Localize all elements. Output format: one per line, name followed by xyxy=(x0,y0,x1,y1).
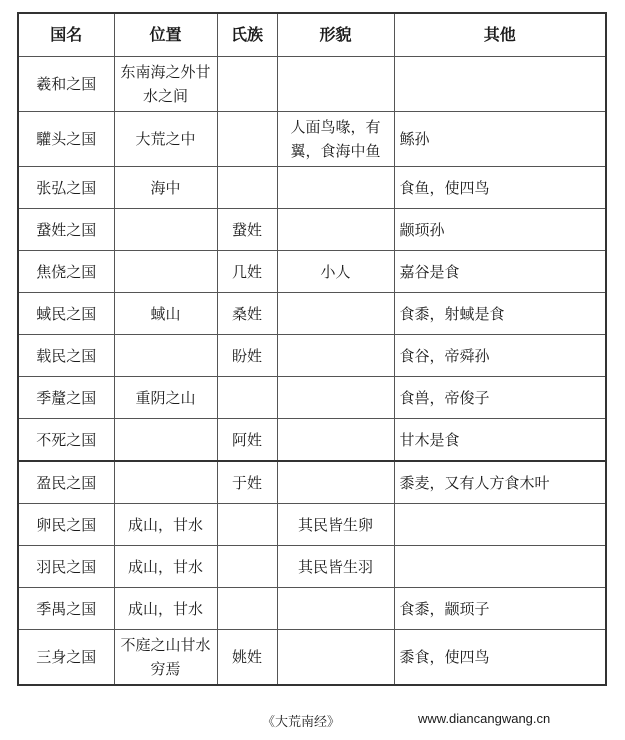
cell-name: 羲和之国 xyxy=(18,57,114,112)
cell-name: 季釐之国 xyxy=(18,377,114,419)
table-row xyxy=(18,209,606,251)
cell-other: 嘉谷是食 xyxy=(394,251,606,293)
cell-other: 鲧孙 xyxy=(394,112,606,167)
table-row xyxy=(18,293,606,335)
cell-appearance xyxy=(277,588,394,630)
cell-other xyxy=(394,57,606,112)
cell-appearance xyxy=(277,335,394,377)
cell-clan: 姚姓 xyxy=(217,630,277,686)
cell-clan: 几姓 xyxy=(217,251,277,293)
cell-appearance xyxy=(277,293,394,335)
cell-appearance: 小人 xyxy=(277,251,394,293)
cell-appearance xyxy=(277,630,394,686)
cell-clan xyxy=(217,167,277,209)
cell-name: 季禺之国 xyxy=(18,588,114,630)
cell-location: 海中 xyxy=(114,167,217,209)
cell-name: 羽民之国 xyxy=(18,546,114,588)
cell-appearance xyxy=(277,209,394,251)
table-row xyxy=(18,112,606,167)
cell-name: 焦侥之国 xyxy=(18,251,114,293)
cell-clan: 盼姓 xyxy=(217,335,277,377)
table-row xyxy=(18,504,606,546)
cell-clan: 桑姓 xyxy=(217,293,277,335)
cell-clan: 于姓 xyxy=(217,461,277,504)
header-appearance: 形貌 xyxy=(277,13,394,57)
cell-clan xyxy=(217,504,277,546)
cell-location xyxy=(114,335,217,377)
table-body xyxy=(18,57,606,686)
cell-appearance xyxy=(277,57,394,112)
table-row xyxy=(18,461,606,504)
cell-other: 食黍，射蜮是食 xyxy=(394,293,606,335)
header-other: 其他 xyxy=(394,13,606,57)
table-header xyxy=(18,13,606,57)
cell-location: 成山，甘水 xyxy=(114,504,217,546)
header-clan: 氏族 xyxy=(217,13,277,57)
cell-clan xyxy=(217,546,277,588)
header-row xyxy=(18,13,606,57)
cell-other xyxy=(394,504,606,546)
cell-other: 食黍，颛顼子 xyxy=(394,588,606,630)
cell-appearance: 其民皆生羽 xyxy=(277,546,394,588)
header-name: 国名 xyxy=(18,13,114,57)
cell-appearance xyxy=(277,377,394,419)
cell-location: 成山，甘水 xyxy=(114,546,217,588)
cell-name: 卵民之国 xyxy=(18,504,114,546)
cell-other: 甘木是食 xyxy=(394,419,606,462)
site-url: www.diancangwang.cn xyxy=(418,711,551,726)
cell-name: 载民之国 xyxy=(18,335,114,377)
table-row xyxy=(18,57,606,112)
cell-name: 䖸姓之国 xyxy=(18,209,114,251)
cell-name: 蜮民之国 xyxy=(18,293,114,335)
table-row xyxy=(18,546,606,588)
cell-other: 黍麦，又有人方食木叶 xyxy=(394,461,606,504)
cell-location: 大荒之中 xyxy=(114,112,217,167)
table-row xyxy=(18,419,606,462)
table-row xyxy=(18,630,606,686)
cell-clan xyxy=(217,377,277,419)
cell-location xyxy=(114,251,217,293)
cell-clan xyxy=(217,112,277,167)
cell-other: 颛顼孙 xyxy=(394,209,606,251)
page-footer xyxy=(0,711,625,731)
cell-other: 食谷，帝舜孙 xyxy=(394,335,606,377)
cell-appearance xyxy=(277,419,394,462)
cell-appearance xyxy=(277,461,394,504)
table-row xyxy=(18,335,606,377)
cell-name: 驩头之国 xyxy=(18,112,114,167)
header-location: 位置 xyxy=(114,13,217,57)
cell-other: 黍食，使四鸟 xyxy=(394,630,606,686)
cell-location: 蜮山 xyxy=(114,293,217,335)
table-row xyxy=(18,588,606,630)
cell-location: 不庭之山甘水穷焉 xyxy=(114,630,217,686)
cell-name: 三身之国 xyxy=(18,630,114,686)
cell-location xyxy=(114,419,217,462)
source-caption: 《大荒南经》 xyxy=(262,715,341,730)
table-row xyxy=(18,167,606,209)
cell-location: 重阴之山 xyxy=(114,377,217,419)
table-row xyxy=(18,251,606,293)
cell-other xyxy=(394,546,606,588)
cell-name: 张弘之国 xyxy=(18,167,114,209)
cell-name: 不死之国 xyxy=(18,419,114,462)
table-row xyxy=(18,377,606,419)
cell-clan xyxy=(217,57,277,112)
cell-location: 成山，甘水 xyxy=(114,588,217,630)
cell-other: 食鱼，使四鸟 xyxy=(394,167,606,209)
cell-location xyxy=(114,461,217,504)
cell-location: 东南海之外甘水之间 xyxy=(114,57,217,112)
cell-appearance xyxy=(277,167,394,209)
cell-appearance: 人面鸟喙，有翼，食海中鱼 xyxy=(277,112,394,167)
kingdoms-table xyxy=(17,12,607,686)
cell-clan: 阿姓 xyxy=(217,419,277,462)
cell-other: 食兽，帝俊子 xyxy=(394,377,606,419)
cell-location xyxy=(114,209,217,251)
cell-name: 盈民之国 xyxy=(18,461,114,504)
cell-clan: 䖸姓 xyxy=(217,209,277,251)
cell-appearance: 其民皆生卵 xyxy=(277,504,394,546)
cell-clan xyxy=(217,588,277,630)
